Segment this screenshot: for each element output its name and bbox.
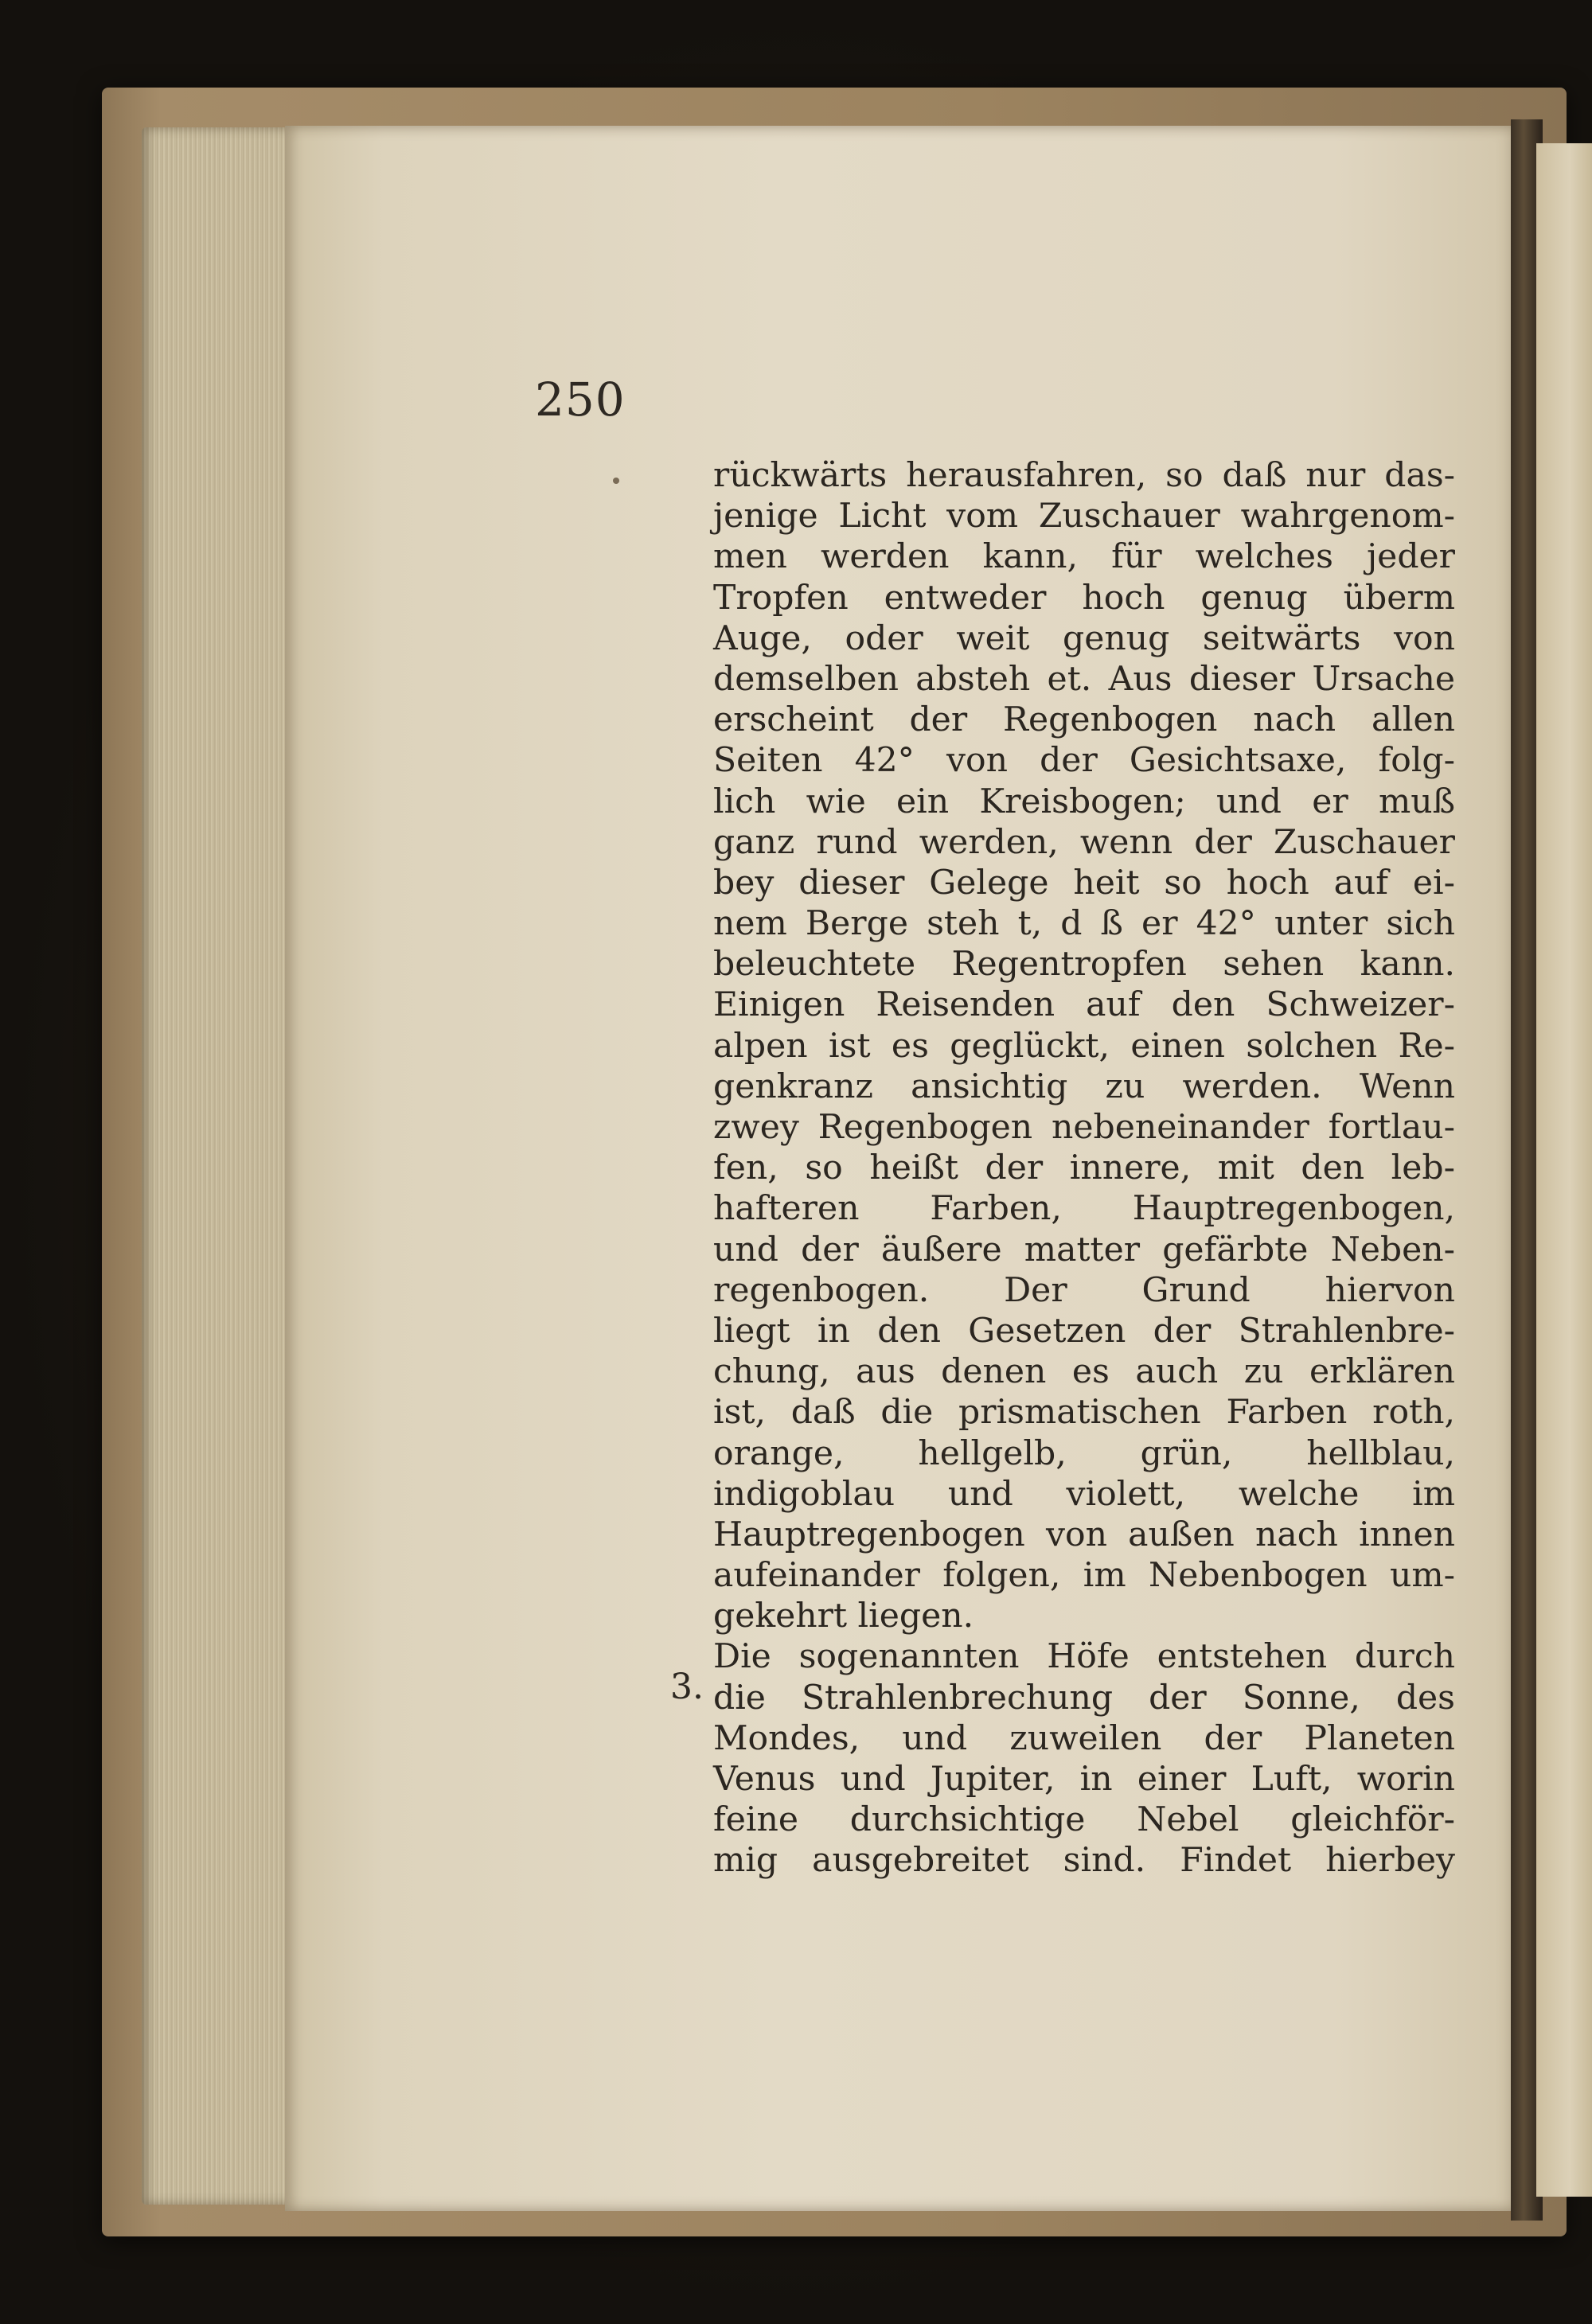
text-line: gekehrt liegen. [713, 1597, 974, 1636]
text-line: ganz rund werden, wenn der Zuschauer [713, 822, 1455, 862]
text-line: rückwärts herausfahren, so daß nur das- [713, 456, 1455, 495]
text-line: Seiten 42° von der Gesichtsaxe, folg- [713, 741, 1455, 781]
text-line: indigoblau und violett, welche im [713, 1474, 1455, 1514]
text-line: zwey Regenbogen nebeneinander fortlau- [713, 1108, 1455, 1147]
text-line: Einigen Reisenden auf den Schweizer- [713, 985, 1455, 1025]
ink-speck [613, 478, 619, 484]
text-line: chung, aus denen es auch zu erklären [713, 1352, 1455, 1392]
text-line: regenbogen. Der Grund hiervon [713, 1270, 1455, 1310]
text-line: Venus und Jupiter, in einer Luft, worin [713, 1760, 1455, 1799]
item-number: 3. [670, 1667, 704, 1707]
text-line: Hauptregenbogen von außen nach innen [713, 1515, 1455, 1554]
text-line: nem Berge steh t, d ß er 42° unter sich [713, 904, 1455, 944]
page-edges [142, 127, 293, 2205]
text-line: beleuchtete Regentropfen sehen kann. [713, 945, 1455, 985]
text-line: genkranz ansichtig zu werden. Wenn [713, 1066, 1455, 1106]
text-line: alpen ist es geglückt, einen solchen Re- [713, 1026, 1455, 1066]
text-line: Die sogenannten Höfe entstehen durch [713, 1637, 1455, 1677]
text-line: men werden kann, für welches jeder [713, 537, 1455, 577]
text-line: Mondes, und zuweilen der Planeten [713, 1718, 1455, 1758]
text-line: feine durchsichtige Nebel gleichför- [713, 1800, 1455, 1840]
page-number: 250 [535, 372, 626, 427]
right-page-edge [1536, 143, 1592, 2197]
text-line: bey dieser Gelege heit so hoch auf ei- [713, 863, 1455, 903]
text-line: liegt in den Gesetzen der Strahlenbre- [713, 1311, 1455, 1351]
body-text [713, 455, 1455, 1881]
text-line: fen, so heißt der innere, mit den leb- [713, 1148, 1455, 1188]
text-line: Auge, oder weit genug seitwärts von [713, 618, 1455, 658]
text-line: und der äußere matter gefärbte Neben- [713, 1230, 1455, 1269]
text-line: die Strahlenbrechung der Sonne, des [713, 1678, 1455, 1718]
text-line: hafteren Farben, Hauptregenbogen, [713, 1189, 1455, 1229]
text-line: aufeinander folgen, im Nebenbogen um- [713, 1556, 1455, 1596]
text-line: erscheint der Regenbogen nach allen [713, 700, 1455, 740]
text-line: orange, hellgelb, grün, hellblau, [713, 1433, 1455, 1473]
text-line: Tropfen entweder hoch genug überm [713, 578, 1455, 618]
text-line: jenige Licht vom Zuschauer wahrgenom- [713, 497, 1455, 536]
text-line: lich wie ein Kreisbogen; und er muß [713, 782, 1455, 821]
text-line: demselben absteh et. Aus dieser Ursache [713, 659, 1455, 699]
text-line: mig ausgebreitet sind. Findet hierbey [713, 1841, 1455, 1881]
text-line: ist, daß die prismatischen Farben roth, [713, 1393, 1455, 1433]
